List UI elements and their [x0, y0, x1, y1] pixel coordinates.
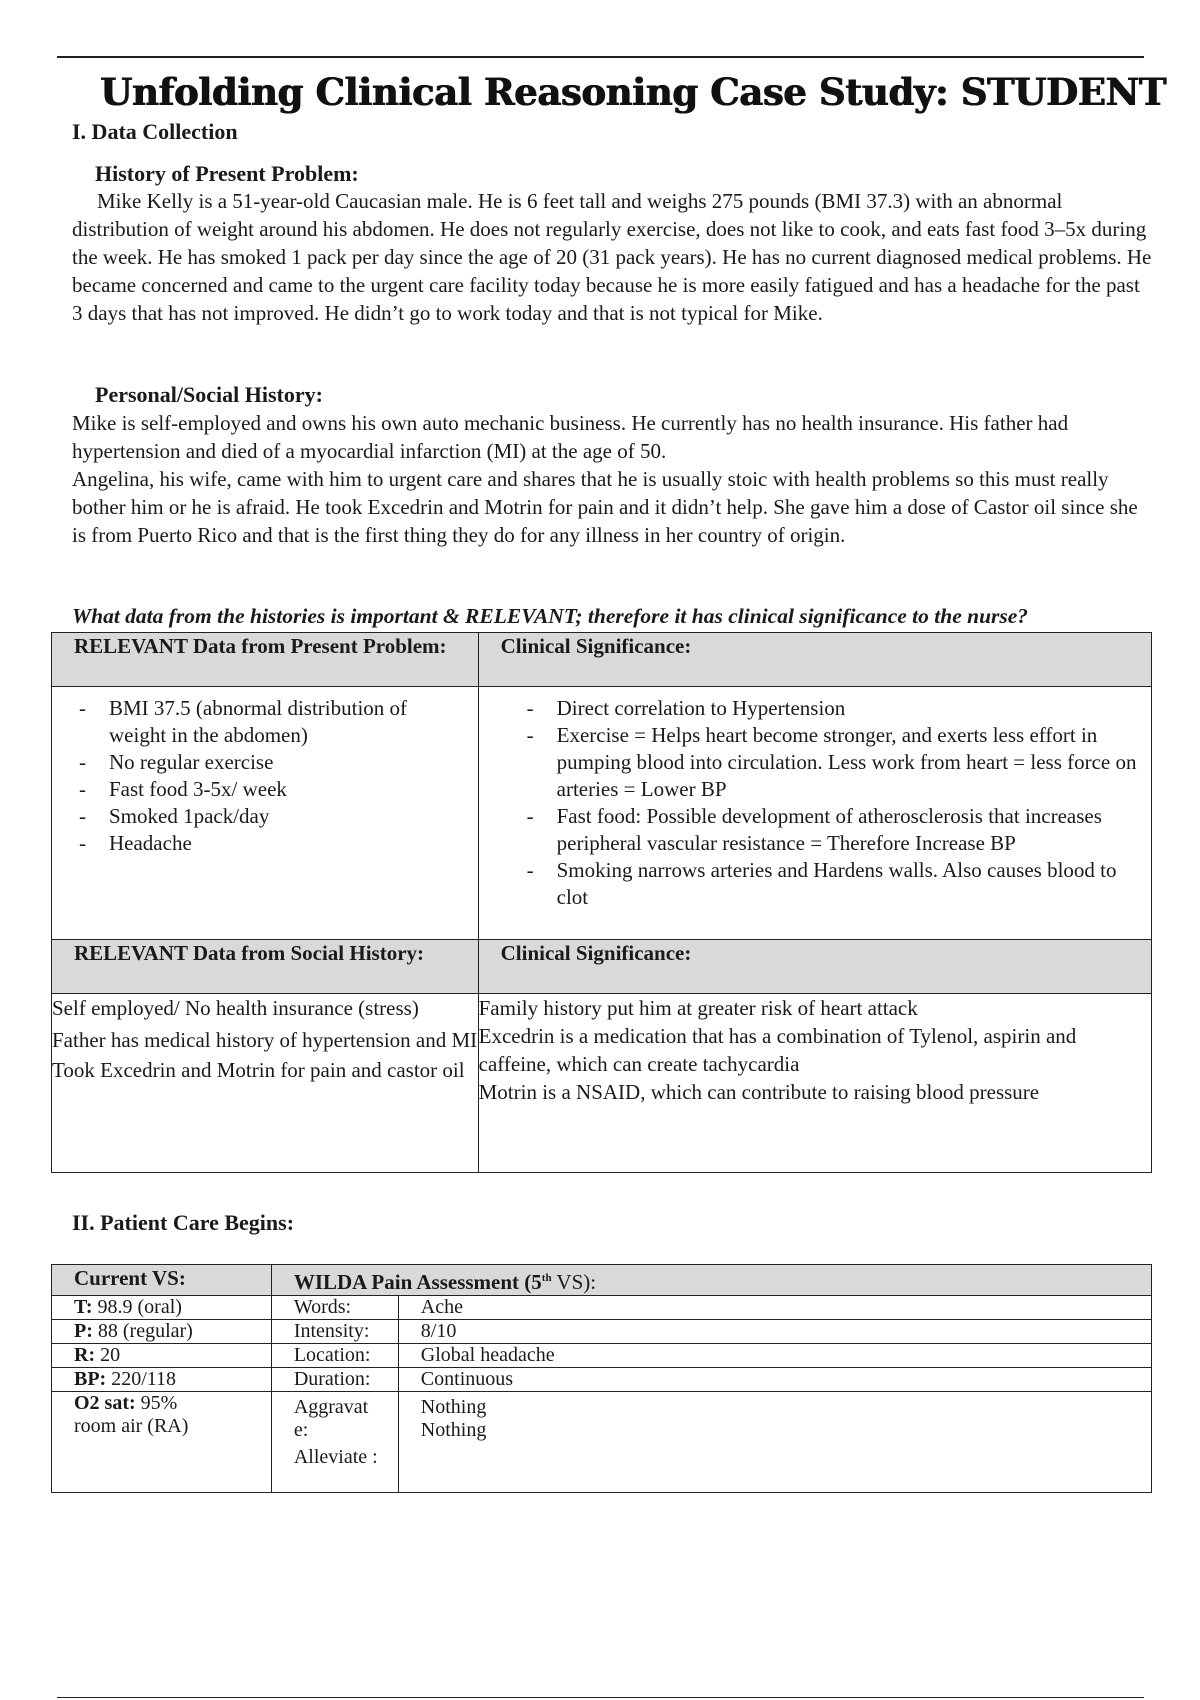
table-row — [52, 1344, 1152, 1368]
list-item: Excedrin is a medication that has a combination of Tylenol, aspirin and caffeine, which can create tachycardia — [478, 1024, 1077, 1076]
vs-header-row — [52, 1265, 1152, 1296]
present-significance-cell — [478, 687, 1151, 940]
social-significance-cell — [478, 994, 1151, 1173]
vital-pulse: P: 88 (regular) — [52, 1320, 272, 1344]
social-data-header: RELEVANT Data from Social History: — [52, 940, 479, 994]
list-item: - No regular exercise — [79, 749, 468, 776]
table-row — [52, 1320, 1152, 1344]
history-present-heading: History of Present Problem: — [95, 161, 359, 186]
wilda-label: Duration: — [271, 1368, 398, 1392]
wilda-labels-aggravate-alleviate — [271, 1392, 398, 1493]
wilda-label: Intensity: — [271, 1320, 398, 1344]
present-header-row — [52, 633, 1152, 687]
wilda-value: Continuous — [398, 1368, 1151, 1392]
present-significance-header: Clinical Significance: — [478, 633, 1151, 687]
wilda-value: Ache — [398, 1296, 1151, 1320]
list-item: Motrin is a NSAID, which can contribute to raising blood pressure — [478, 1080, 1040, 1104]
wilda-label: Words: — [271, 1296, 398, 1320]
social-header-row — [52, 940, 1152, 994]
list-item: Took Excedrin and Motrin for pain and castor oil — [52, 1058, 465, 1082]
vital-temp: T: 98.9 (oral) — [52, 1296, 272, 1320]
list-item: - Fast food: Possible development of atherosclerosis that increases peripheral vascular resistance = Therefore Increase BP — [527, 803, 1141, 857]
alleviate-value: Nothing — [420, 1419, 487, 1441]
section-patient-care: II. Patient Care Begins: — [72, 1210, 295, 1235]
list-item: - Exercise = Helps heart become stronger, and exerts less effort in pumping blood into circulation. Less work from heart = less force on arteries = Lower BP — [527, 722, 1141, 803]
list-item: - Headache — [79, 830, 468, 857]
table-row — [52, 1368, 1152, 1392]
list-item: - Smoking narrows arteries and Hardens walls. Also causes blood to clot — [527, 857, 1141, 911]
history-present-text: Mike Kelly is a 51-year-old Caucasian male. He is 6 feet tall and weighs 275 pounds (BMI 37.3) with an abnormal distribution of weight around his abdomen. He does not regularly exercise, does not like to cook, and eats fast food 3–5x during the week. He has smoked 1 pack per day since the age of 20 (31 pack years). He has no current diagnosed medical problems. He became concerned and came to the urgent care facility today because he is more easily fatigued and has a headache for the past 3 days that has not improved. He didn’t go to work today and that is not typical for Mike. — [72, 189, 1152, 325]
section-data-collection: I. Data Collection — [72, 119, 238, 144]
table-row — [52, 1392, 1152, 1493]
list-item: - Smoked 1pack/day — [79, 803, 468, 830]
vital-o2: O2 sat: 95% room air (RA) — [52, 1392, 272, 1493]
list-item: - BMI 37.5 (abnormal distribution of weight in the abdomen) — [79, 695, 468, 749]
vital-bp: BP: 220/118 — [52, 1368, 272, 1392]
relevance-question: What data from the histories is important & RELEVANT; therefore it has clinical significance to the nurse? — [72, 604, 1029, 628]
bottom-rule — [57, 1697, 1144, 1698]
vital-resp: R: 20 — [52, 1344, 272, 1368]
relevant-data-table — [51, 632, 1152, 1173]
wilda-label: Location: — [271, 1344, 398, 1368]
aggravate-label: Aggravat e: — [293, 1396, 369, 1441]
present-body-row — [52, 687, 1152, 940]
wilda-header: WILDA Pain Assessment (5th VS): — [271, 1265, 1151, 1296]
list-item: Family history put him at greater risk of heart attack — [478, 996, 918, 1020]
wilda-values-aggravate-alleviate — [398, 1392, 1151, 1493]
list-item: - Direct correlation to Hypertension — [527, 695, 1141, 722]
wilda-value: Global headache — [398, 1344, 1151, 1368]
social-data-cell — [52, 994, 479, 1173]
aggravate-value: Nothing — [420, 1396, 487, 1418]
personal-social-text-2: Angelina, his wife, came with him to urgent care and shares that he is usually stoic with health problems so this must really bother him or he is afraid. He took Excedrin and Motrin for pain and it didn’t help. She gave him a dose of Castor oil since she is from Puerto Rico and that is the first thing they do for any illness in her country of origin. — [72, 467, 1138, 547]
present-data-header: RELEVANT Data from Present Problem: — [52, 633, 479, 687]
list-item: - Fast food 3-5x/ week — [79, 776, 468, 803]
current-vs-header: Current VS: — [52, 1265, 272, 1296]
top-rule — [57, 56, 1144, 58]
wilda-value: 8/10 — [398, 1320, 1151, 1344]
personal-social-text-1: Mike is self-employed and owns his own auto mechanic business. He currently has no health insurance. His father had hypertension and died of a myocardial infarction (MI) at the age of 50. — [72, 411, 1069, 463]
present-data-cell — [52, 687, 479, 940]
social-significance-header: Clinical Significance: — [478, 940, 1151, 994]
vital-signs-table — [51, 1264, 1152, 1493]
list-item: Father has medical history of hypertension and MI — [52, 1028, 478, 1052]
table-row — [52, 1296, 1152, 1320]
page-title: Unfolding Clinical Reasoning Case Study: STUDENT — [100, 70, 1166, 114]
alleviate-label: Alleviate : — [293, 1446, 378, 1468]
personal-social-heading: Personal/Social History: — [95, 382, 323, 407]
list-item: Self employed/ No health insurance (stress) — [52, 996, 419, 1020]
social-body-row — [52, 994, 1152, 1173]
